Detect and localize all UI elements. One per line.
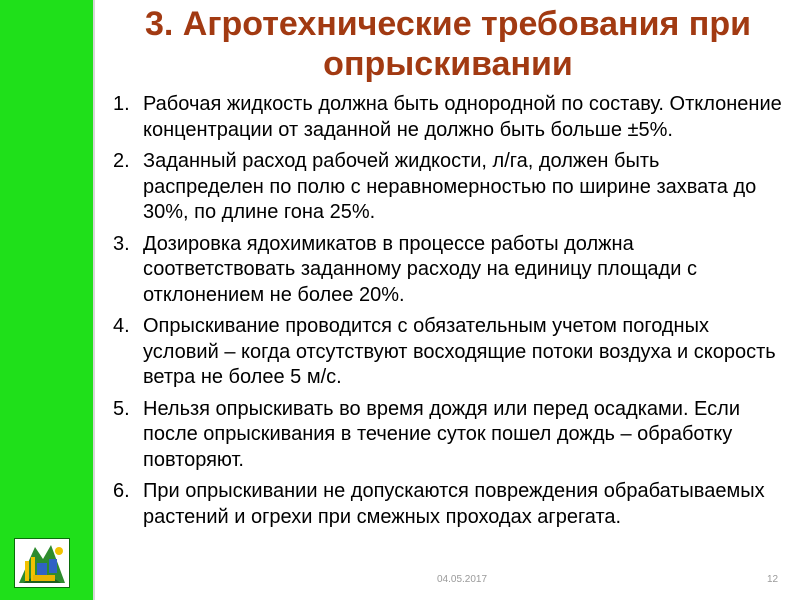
- page-number: 12: [767, 574, 779, 585]
- logo-icon: [15, 539, 69, 587]
- sidebar-divider: [93, 0, 95, 600]
- university-logo: [14, 538, 70, 588]
- list-item-number: 5.: [113, 397, 130, 420]
- list-item: [113, 92, 783, 143]
- green-sidebar: [0, 0, 93, 600]
- requirements-list: [113, 92, 783, 536]
- list-item-number: 6.: [113, 480, 130, 502]
- list-item-text: Рабочая жидкость должна быть однородной по составу. Отклонение концентрации от заданной не должно быть больше ±5%.: [143, 93, 782, 141]
- slide-title: 3. Агротехнические требования при опрыскивании: [145, 5, 751, 83]
- list-item: [113, 149, 783, 226]
- list-item: [113, 232, 783, 309]
- list-item-text: При опрыскивании не допускаются повреждения обрабатываемых растений и огрехи при смежных проходах агрегата.: [143, 480, 765, 528]
- list-item-number: 1.: [113, 93, 130, 115]
- list-item-number: 4.: [113, 315, 130, 337]
- list-item-text: Заданный расход рабочей жидкости, л/га, должен быть распределен по полю с неравномерностью по ширине захвата до 30%, по длине гона 25%.: [143, 150, 757, 223]
- list-item-text: Опрыскивание проводится с обязательным учетом погодных условий – когда отсутствуют восходящие потоки воздуха и скорость ветра не более 5 м/с.: [143, 315, 776, 388]
- list-item-number: 3.: [113, 232, 130, 255]
- footer-date: 04.05.2017: [437, 574, 488, 585]
- list-item-text: Дозировка ядохимикатов в процессе работы должна соответствовать заданному расходу на единицу площади с отклонением не более 20%.: [143, 232, 697, 306]
- list-item-text: Нельзя опрыскивать во время дождя или перед осадками. Если после опрыскивания в течение суток пошел дождь – обработку повторяют.: [143, 397, 741, 471]
- list-item: [113, 397, 783, 474]
- list-item: [113, 479, 783, 530]
- list-item: [113, 314, 783, 391]
- list-item-number: 2.: [113, 150, 130, 172]
